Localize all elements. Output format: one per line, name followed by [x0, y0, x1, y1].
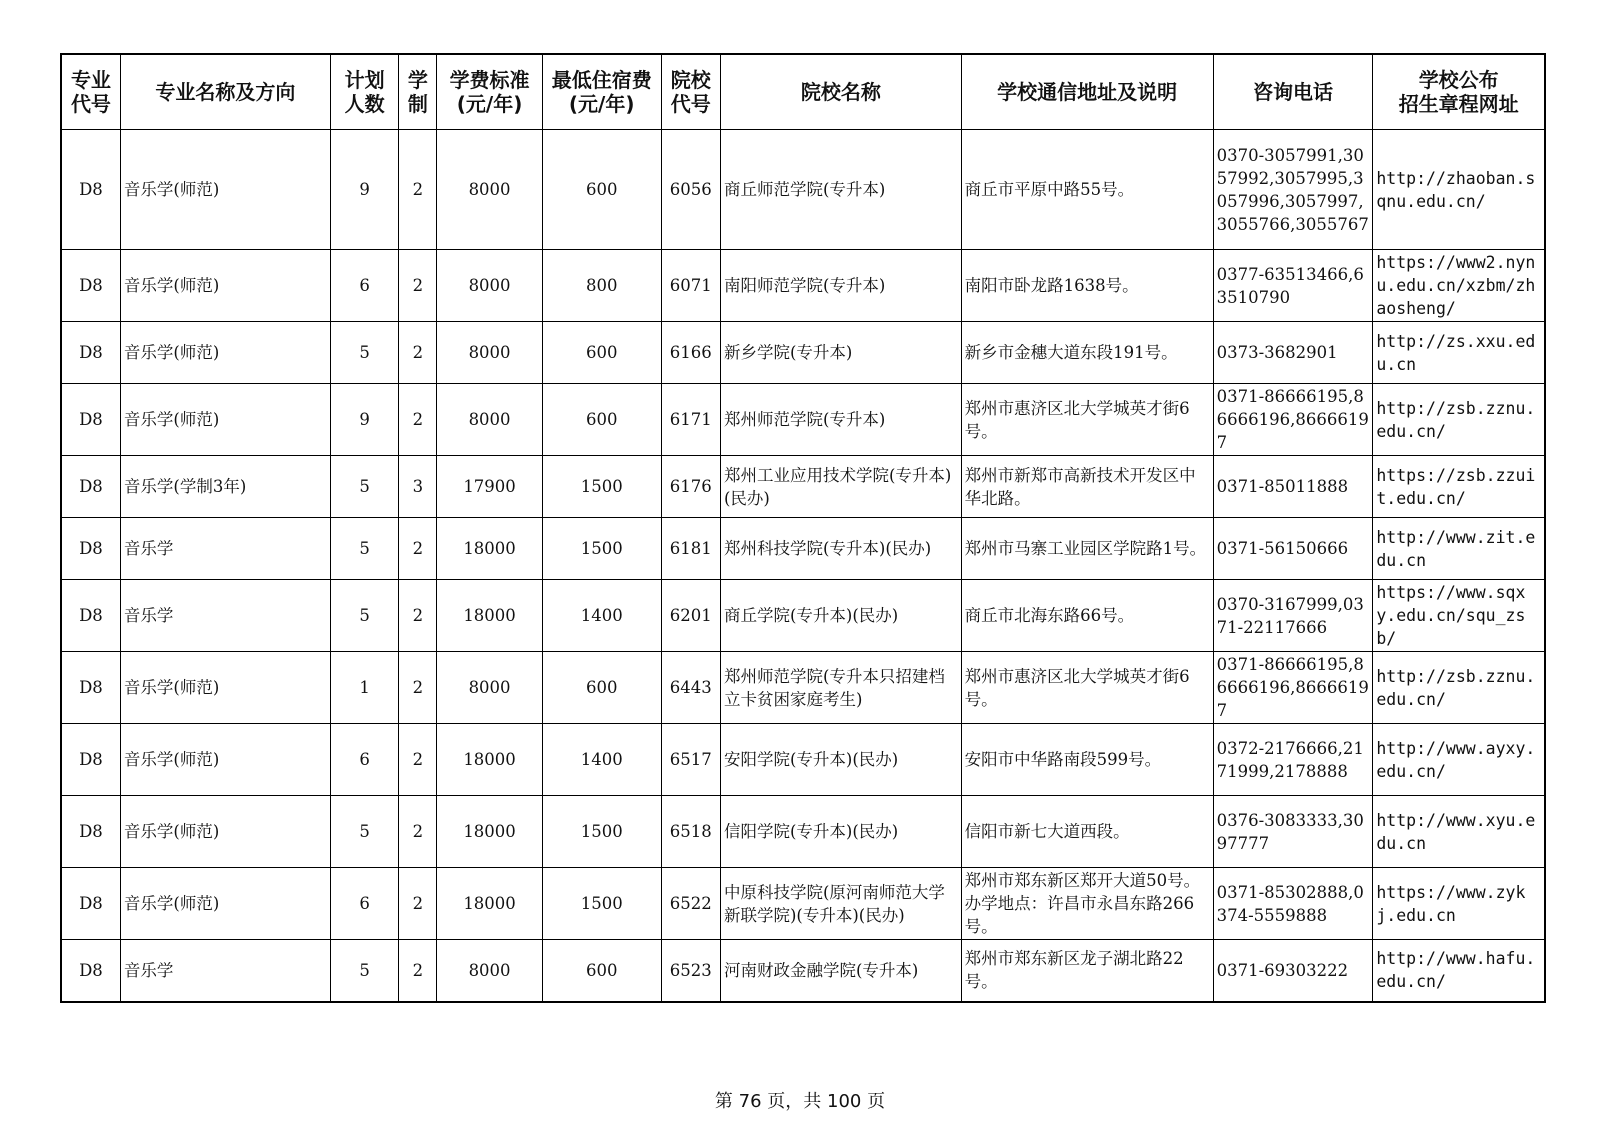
cell-address: 郑州市郑东新区郑开大道50号。办学地点：许昌市永昌东路266号。 [961, 868, 1213, 940]
cell-dorm: 800 [542, 250, 661, 322]
cell-years: 2 [399, 796, 437, 868]
cell-major-name: 音乐学 [120, 940, 330, 1002]
cell-major-name: 音乐学(师范) [120, 724, 330, 796]
total-pages: 100 [827, 1091, 862, 1112]
cell-tuition: 18000 [437, 796, 542, 868]
cell-phone: 0371-69303222 [1213, 940, 1373, 1002]
header-row [61, 54, 1545, 130]
cell-years: 2 [399, 868, 437, 940]
cell-school-code: 6166 [661, 322, 720, 384]
cell-school-name: 中原科技学院(原河南师范大学新联学院)(专升本)(民办) [721, 868, 962, 940]
table-row [61, 250, 1545, 322]
cell-tuition: 8000 [437, 130, 542, 250]
page-footer [0, 1087, 1600, 1113]
table-row [61, 652, 1545, 724]
cell-years: 2 [399, 130, 437, 250]
cell-school-name: 商丘师范学院(专升本) [721, 130, 962, 250]
header-plan: 计划 人数 [330, 54, 399, 130]
cell-major-name: 音乐学(师范) [120, 130, 330, 250]
cell-plan: 5 [330, 580, 399, 652]
cell-phone: 0371-86666195,86666196,86666197 [1213, 652, 1373, 724]
cell-plan: 5 [330, 322, 399, 384]
table-row [61, 724, 1545, 796]
cell-school-code: 6518 [661, 796, 720, 868]
header-url: 学校公布 招生章程网址 [1373, 54, 1545, 130]
table-row [61, 384, 1545, 456]
cell-major-name: 音乐学 [120, 518, 330, 580]
cell-school-code: 6181 [661, 518, 720, 580]
cell-url[interactable]: http://www.xyu.edu.cn [1373, 796, 1545, 868]
cell-address: 信阳市新七大道西段。 [961, 796, 1213, 868]
cell-school-code: 6517 [661, 724, 720, 796]
cell-address: 郑州市郑东新区龙子湖北路22号。 [961, 940, 1213, 1002]
table-row [61, 796, 1545, 868]
cell-school-code: 6443 [661, 652, 720, 724]
cell-years: 2 [399, 250, 437, 322]
cell-dorm: 1500 [542, 796, 661, 868]
cell-school-name: 郑州工业应用技术学院(专升本)(民办) [721, 456, 962, 518]
cell-tuition: 18000 [437, 518, 542, 580]
cell-tuition: 18000 [437, 868, 542, 940]
header-years: 学 制 [399, 54, 437, 130]
cell-major-code: D8 [61, 384, 120, 456]
cell-major-name: 音乐学(师范) [120, 384, 330, 456]
cell-major-code: D8 [61, 130, 120, 250]
page-number: 76 [738, 1091, 762, 1112]
cell-major-name: 音乐学 [120, 580, 330, 652]
cell-phone: 0371-85302888,0374-5559888 [1213, 868, 1373, 940]
cell-school-code: 6523 [661, 940, 720, 1002]
cell-major-code: D8 [61, 456, 120, 518]
header-major-name: 专业名称及方向 [120, 54, 330, 130]
admission-table [60, 53, 1546, 1003]
cell-url[interactable]: https://zsb.zzuit.edu.cn/ [1373, 456, 1545, 518]
table-row [61, 130, 1545, 250]
footer-suffix: 页 [867, 1091, 886, 1112]
cell-years: 3 [399, 456, 437, 518]
header-address: 学校通信地址及说明 [961, 54, 1213, 130]
cell-school-name: 郑州师范学院(专升本) [721, 384, 962, 456]
cell-major-name: 音乐学(师范) [120, 796, 330, 868]
cell-url[interactable]: http://www.ayxy.edu.cn/ [1373, 724, 1545, 796]
cell-url[interactable]: http://zhaoban.sqnu.edu.cn/ [1373, 130, 1545, 250]
cell-plan: 1 [330, 652, 399, 724]
cell-school-code: 6171 [661, 384, 720, 456]
cell-major-name: 音乐学(师范) [120, 250, 330, 322]
cell-dorm: 1400 [542, 724, 661, 796]
cell-school-code: 6522 [661, 868, 720, 940]
header-tuition: 学费标准 (元/年) [437, 54, 542, 130]
cell-years: 2 [399, 652, 437, 724]
cell-address: 郑州市马寨工业园区学院路1号。 [961, 518, 1213, 580]
cell-phone: 0371-86666195,86666196,86666197 [1213, 384, 1373, 456]
cell-dorm: 600 [542, 384, 661, 456]
cell-dorm: 600 [542, 130, 661, 250]
cell-major-code: D8 [61, 250, 120, 322]
cell-years: 2 [399, 580, 437, 652]
header-school-name: 院校名称 [721, 54, 962, 130]
cell-address: 郑州市惠济区北大学城英才街6号。 [961, 652, 1213, 724]
cell-major-code: D8 [61, 652, 120, 724]
cell-major-code: D8 [61, 518, 120, 580]
cell-address: 新乡市金穗大道东段191号。 [961, 322, 1213, 384]
cell-url[interactable]: http://zs.xxu.edu.cn [1373, 322, 1545, 384]
cell-major-code: D8 [61, 868, 120, 940]
cell-plan: 5 [330, 796, 399, 868]
cell-school-name: 商丘学院(专升本)(民办) [721, 580, 962, 652]
table-row [61, 580, 1545, 652]
header-phone: 咨询电话 [1213, 54, 1373, 130]
table-body [61, 130, 1545, 1002]
cell-plan: 5 [330, 940, 399, 1002]
cell-school-name: 郑州科技学院(专升本)(民办) [721, 518, 962, 580]
table-row [61, 456, 1545, 518]
cell-phone: 0371-56150666 [1213, 518, 1373, 580]
table-row [61, 940, 1545, 1002]
cell-url[interactable]: http://www.hafu.edu.cn/ [1373, 940, 1545, 1002]
cell-plan: 6 [330, 868, 399, 940]
cell-major-code: D8 [61, 724, 120, 796]
table-row [61, 322, 1545, 384]
cell-major-name: 音乐学(师范) [120, 322, 330, 384]
header-major-code: 专业 代号 [61, 54, 120, 130]
cell-url[interactable]: https://www2.nynu.edu.cn/xzbm/zhaosheng/ [1373, 250, 1545, 322]
cell-school-name: 新乡学院(专升本) [721, 322, 962, 384]
cell-school-name: 南阳师范学院(专升本) [721, 250, 962, 322]
cell-phone: 0370-3057991,3057992,3057995,3057996,3057997,3055766,3055767 [1213, 130, 1373, 250]
cell-tuition: 17900 [437, 456, 542, 518]
cell-tuition: 8000 [437, 652, 542, 724]
cell-major-name: 音乐学(师范) [120, 652, 330, 724]
cell-major-code: D8 [61, 796, 120, 868]
cell-tuition: 8000 [437, 940, 542, 1002]
cell-phone: 0371-85011888 [1213, 456, 1373, 518]
cell-school-name: 信阳学院(专升本)(民办) [721, 796, 962, 868]
cell-plan: 6 [330, 724, 399, 796]
cell-plan: 5 [330, 518, 399, 580]
cell-years: 2 [399, 384, 437, 456]
cell-major-code: D8 [61, 322, 120, 384]
cell-tuition: 18000 [437, 724, 542, 796]
footer-prefix: 第 [714, 1091, 733, 1112]
cell-address: 郑州市惠济区北大学城英才街6号。 [961, 384, 1213, 456]
cell-url[interactable]: https://www.sqxy.edu.cn/squ_zsb/ [1373, 580, 1545, 652]
cell-tuition: 8000 [437, 322, 542, 384]
cell-tuition: 8000 [437, 384, 542, 456]
cell-phone: 0377-63513466,63510790 [1213, 250, 1373, 322]
cell-plan: 5 [330, 456, 399, 518]
cell-url[interactable]: http://zsb.zznu.edu.cn/ [1373, 652, 1545, 724]
cell-address: 安阳市中华路南段599号。 [961, 724, 1213, 796]
cell-phone: 0372-2176666,2171999,2178888 [1213, 724, 1373, 796]
cell-address: 商丘市平原中路55号。 [961, 130, 1213, 250]
cell-dorm: 1500 [542, 518, 661, 580]
cell-years: 2 [399, 724, 437, 796]
cell-school-code: 6071 [661, 250, 720, 322]
cell-major-code: D8 [61, 940, 120, 1002]
cell-dorm: 1400 [542, 580, 661, 652]
cell-tuition: 8000 [437, 250, 542, 322]
cell-major-code: D8 [61, 580, 120, 652]
cell-school-name: 郑州师范学院(专升本只招建档立卡贫困家庭考生) [721, 652, 962, 724]
cell-dorm: 1500 [542, 868, 661, 940]
cell-url[interactable]: http://www.zit.edu.cn [1373, 518, 1545, 580]
table-row [61, 518, 1545, 580]
cell-years: 2 [399, 322, 437, 384]
cell-phone: 0376-3083333,3097777 [1213, 796, 1373, 868]
cell-url[interactable]: https://www.zykj.edu.cn [1373, 868, 1545, 940]
cell-major-name: 音乐学(师范) [120, 868, 330, 940]
cell-address: 南阳市卧龙路1638号。 [961, 250, 1213, 322]
footer-middle: 页，共 [767, 1091, 822, 1112]
cell-years: 2 [399, 940, 437, 1002]
cell-plan: 9 [330, 384, 399, 456]
header-school-code: 院校 代号 [661, 54, 720, 130]
cell-plan: 6 [330, 250, 399, 322]
cell-dorm: 600 [542, 652, 661, 724]
cell-address: 郑州市新郑市高新技术开发区中华北路。 [961, 456, 1213, 518]
cell-school-name: 安阳学院(专升本)(民办) [721, 724, 962, 796]
cell-phone: 0373-3682901 [1213, 322, 1373, 384]
cell-school-code: 6176 [661, 456, 720, 518]
cell-address: 商丘市北海东路66号。 [961, 580, 1213, 652]
cell-dorm: 600 [542, 322, 661, 384]
cell-dorm: 600 [542, 940, 661, 1002]
cell-years: 2 [399, 518, 437, 580]
cell-tuition: 18000 [437, 580, 542, 652]
header-dorm: 最低住宿费 (元/年) [542, 54, 661, 130]
cell-url[interactable]: http://zsb.zznu.edu.cn/ [1373, 384, 1545, 456]
cell-school-name: 河南财政金融学院(专升本) [721, 940, 962, 1002]
cell-phone: 0370-3167999,0371-22117666 [1213, 580, 1373, 652]
cell-school-code: 6056 [661, 130, 720, 250]
cell-school-code: 6201 [661, 580, 720, 652]
cell-major-name: 音乐学(学制3年) [120, 456, 330, 518]
cell-plan: 9 [330, 130, 399, 250]
cell-dorm: 1500 [542, 456, 661, 518]
table-row [61, 868, 1545, 940]
